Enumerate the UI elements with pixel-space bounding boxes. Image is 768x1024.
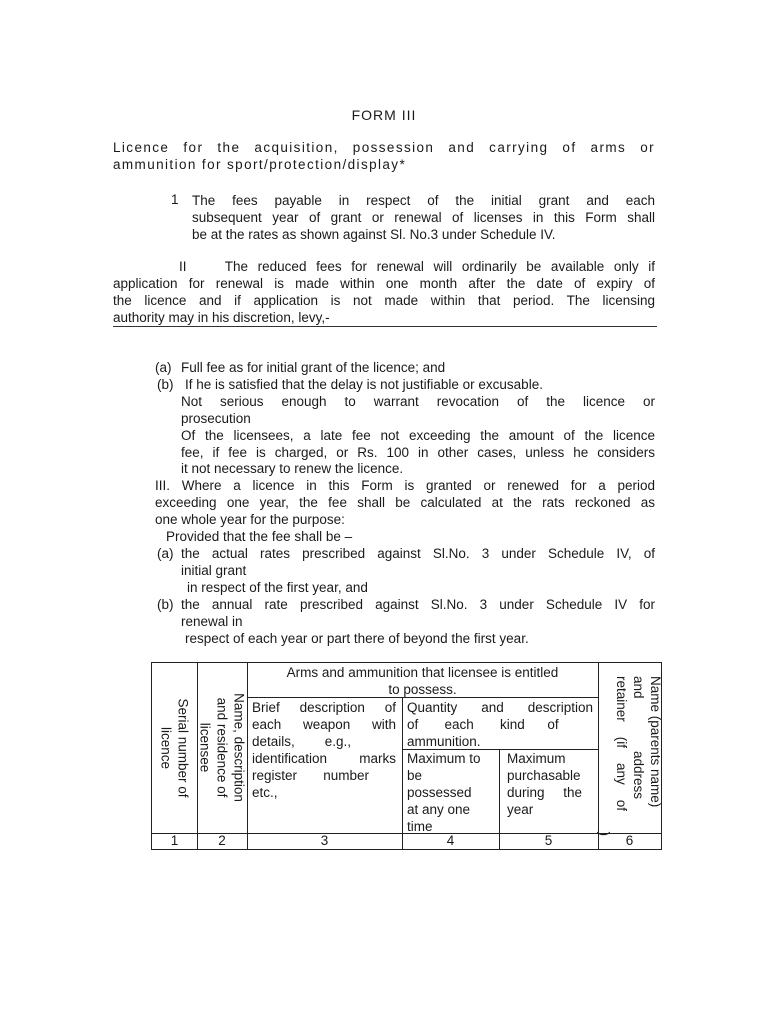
note-3-line: exceeding one year, the fee shall be calculated at the rats reckoned as (155, 495, 655, 511)
clause-b-line: Of the licensees, a late fee not exceeding the amount of the licence (181, 427, 655, 443)
note-3-line: III. Where a licence in this Form is granted or renewed for a period (155, 478, 655, 494)
table-header-ammunition-quantity (407, 699, 593, 750)
header-line: Quantity and description (407, 700, 593, 715)
header-line: register number (252, 768, 370, 783)
header-line: be (407, 768, 423, 783)
note-2-line: the licence and if application is not made within that period. The licensing (113, 293, 655, 308)
table-header-arms-ammunition (247, 664, 598, 698)
licence-register-table (151, 662, 662, 850)
header-line: Name (parents name) (648, 676, 663, 808)
note-2-line: authority may in his discretion, levy,- (113, 310, 330, 325)
note-2-line: application for renewal is made within one month after the date of expiry of (113, 276, 655, 291)
header-line: Brief description of (252, 700, 396, 715)
clause-label: (a) (155, 360, 172, 375)
table-column-divider (402, 697, 403, 849)
header-line: of each kind of (407, 717, 559, 732)
header-line: during the (507, 785, 583, 800)
proviso-label: (b) (157, 596, 174, 612)
note-1-line: The fees payable in respect of the initial grant and each (192, 193, 655, 208)
note-1-number: 1 (171, 192, 179, 207)
header-line: details, e.g., (252, 734, 352, 749)
proviso-line: respect of each year or part there of beyond the first year. (185, 630, 529, 646)
header-line: ) (597, 831, 612, 836)
table-header-max-purchasable (507, 750, 595, 818)
table-header-weapon-description (252, 699, 396, 801)
header-line: Serial number of (175, 698, 191, 798)
header-line: licensee (197, 722, 213, 773)
proviso-line: the actual rates prescribed against Sl.No. 3 under Schedule IV, of (181, 545, 655, 561)
column-number: 2 (218, 833, 226, 848)
header-line: purchasable (507, 768, 581, 783)
header-line: licence (158, 726, 174, 770)
clause-text: If he is satisfied that the delay is not justifiable or excusable. (185, 376, 543, 392)
table-header-serial-number (158, 686, 192, 811)
form-heading (113, 139, 655, 173)
header-line: ammunition. (407, 734, 481, 749)
column-number: 4 (446, 833, 455, 848)
note-3-line: one whole year for the purpose: (155, 512, 345, 528)
proviso-a (155, 546, 655, 580)
header-line: retainer (if any of (614, 676, 629, 812)
proviso-line: in respect of the first year, and (187, 579, 368, 595)
header-line: possessed (407, 785, 472, 800)
clause-b-line: it not necessary to renew the licence. (181, 461, 404, 477)
header-line: Maximum to (407, 751, 481, 766)
note-2-text (113, 258, 655, 326)
clause-text: Full fee as for initial grant of the licence; and (181, 360, 446, 375)
header-line: to possess. (388, 682, 457, 697)
clause-label: (b) (157, 376, 174, 392)
note-1-line: subsequent year of grant or renewal of licenses in this Form shall (192, 210, 655, 225)
header-line: and residence of (214, 697, 230, 798)
clause-b-line: fee, if fee is charged, or Rs. 100 in other cases, unless he considers (181, 444, 655, 460)
header-line: etc., (252, 785, 278, 800)
proviso-label: (a) (157, 545, 174, 561)
clause-b (155, 377, 655, 394)
note-1-text (192, 192, 655, 243)
column-number: 1 (170, 833, 179, 848)
header-line: each weapon with (252, 717, 396, 732)
header-line: at any one (407, 802, 471, 817)
proviso-line: initial grant (181, 562, 247, 578)
clause-a (155, 360, 655, 377)
column-number: 3 (320, 833, 329, 848)
header-line: Name, description (231, 693, 247, 802)
note-2-line: II The reduced fees for renewal will ordinarily be available only if (179, 259, 655, 274)
table-header-max-possessed (407, 750, 495, 835)
clause-b-line: Not serious enough to warrant revocation of the licence or (181, 393, 655, 409)
header-line: identification marks (252, 751, 396, 766)
header-line: year (507, 802, 534, 817)
table-header-retainer (597, 676, 664, 836)
form-title: FORM III (351, 107, 417, 123)
proviso-line: the annual rate prescribed against Sl.No. 3 under Schedule IV for (181, 596, 655, 612)
proviso-line: renewal in (181, 613, 243, 629)
column-number: 5 (544, 833, 553, 848)
section-divider (113, 326, 657, 327)
note-1-line: be at the rates as shown against Sl. No.3 under Schedule IV. (192, 227, 556, 242)
table-header-licensee (197, 677, 248, 819)
column-number: 6 (625, 833, 634, 848)
header-line: time (407, 819, 433, 834)
header-line: and address (631, 676, 646, 800)
heading-line: Licence for the acquisition, possession and carrying of arms or (113, 140, 655, 155)
proviso-line: Provided that the fee shall be – (166, 529, 353, 545)
heading-line: ammunition for sport/protection/display* (113, 157, 407, 172)
header-line: Maximum (507, 751, 566, 766)
proviso-b (155, 597, 655, 631)
fee-clauses (155, 360, 655, 647)
clause-b-line: prosecution (181, 410, 251, 426)
header-line: Arms and ammunition that licensee is entitled (286, 665, 559, 680)
